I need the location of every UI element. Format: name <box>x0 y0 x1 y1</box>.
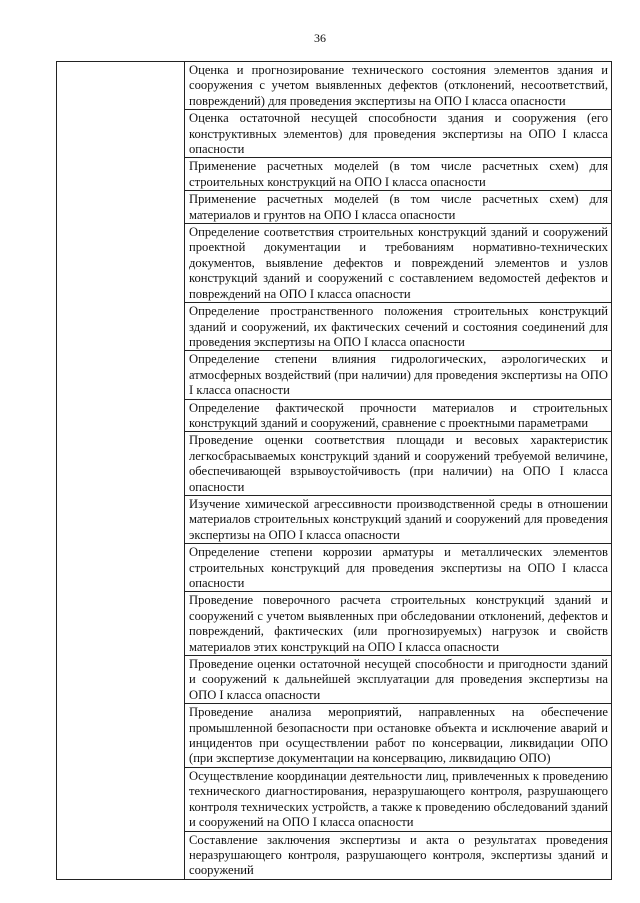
competency-table <box>56 61 612 880</box>
table-cell <box>185 656 612 704</box>
table-cell <box>185 399 612 432</box>
table-cell <box>185 432 612 496</box>
table-cell <box>185 592 612 656</box>
cell-text: Оценка и прогнозирование технического состояния элементов здания и сооружения с учетом выявленных дефектов (отклонений, несоответствий, повреждений) для проведения экспертизы на ОПО I класса опасности <box>189 63 608 108</box>
table-cell <box>185 158 612 191</box>
table-cell <box>185 704 612 768</box>
table-cell <box>185 110 612 158</box>
cell-text: Проведение поверочного расчета строительных конструкций зданий и сооружений с учетом выявленных при обследовании отклонений, дефектов и повреждений, фактических (или прогнозируемых) нагрузок и свойств материалов этих конструкций на ОПО I класса опасности <box>189 593 608 654</box>
cell-text: Проведение оценки соответствия площади и весовых характеристик легкосбрасываемых конструкций зданий и сооружений требуемой величине, обеспечивающей взрывоустойчивость (при наличии) на ОПО I класса опасности <box>189 433 608 494</box>
cell-text: Составление заключения экспертизы и акта о результатах проведения неразрушающего контроля, разрушающего контроля, экспертизы зданий и сооружений <box>189 832 608 878</box>
table-cell <box>185 495 612 543</box>
table-cell <box>185 191 612 224</box>
table-cell <box>185 544 612 592</box>
cell-text: Определение степени влияния гидрологических, аэрологических и атмосферных воздействий (при наличии) для проведения экспертизы на ОПО I класса опасности <box>189 352 608 398</box>
table-cell <box>185 351 612 399</box>
table-cell <box>185 224 612 303</box>
cell-text: Применение расчетных моделей (в том числе расчетных схем) для строительных конструкций на ОПО I класса опасности <box>189 159 608 189</box>
table-left-empty-cell <box>57 62 185 880</box>
cell-text: Проведение оценки остаточной несущей способности и пригодности зданий и сооружений к дальнейшей эксплуатации для проведения экспертизы на ОПО I класса опасности <box>189 657 608 702</box>
table-cell <box>185 767 612 831</box>
table-cell <box>185 831 612 879</box>
page-number: 36 <box>314 31 326 45</box>
cell-text: Изучение химической агрессивности производственной среды в отношении материалов строительных конструкций зданий и сооружений для проведения экспертизы на ОПО I класса опасности <box>189 496 608 542</box>
cell-text: Определение степени коррозии арматуры и металлических элементов строительных конструкций для проведения экспертизы на ОПО I класса опасности <box>189 545 608 590</box>
table-cell <box>185 62 612 110</box>
table-row <box>57 62 612 110</box>
cell-text: Проведение анализа мероприятий, направленных на обеспечение промышленной безопасности при остановке объекта и исключение аварий и инцидентов при осуществлении работ по консервации, ликвидации ОПО (при экспертизе документации на консервацию, ликвидацию ОПО) <box>189 705 608 766</box>
cell-text: Определение фактической прочности материалов и строительных конструкций зданий и сооружений, сравнение с проектными параметрами <box>189 400 608 430</box>
table-cell <box>185 303 612 351</box>
cell-text: Применение расчетных моделей (в том числе расчетных схем) для материалов и грунтов на ОПО I класса опасности <box>189 192 608 222</box>
cell-text: Оценка остаточной несущей способности здания и сооружения (его конструктивных элементов) для проведения экспертизы на ОПО I класса опасности <box>189 111 608 157</box>
cell-text: Осуществление координации деятельности лиц, привлеченных к проведению технического диагностирования, неразрушающего контроля, разрушающего контроля технических устройств, а также к проведению обследований зданий и сооружений на ОПО I класса опасности <box>189 768 608 830</box>
cell-text: Определение соответствия строительных конструкций зданий и сооружений проектной документации и требованиям нормативно-технических документов, выявление дефектов и повреждений элементов и узлов конструкций зданий и сооружений с составлением ведомостей дефектов и повреждений на ОПО I класса опасности <box>189 225 608 301</box>
cell-text: Определение пространственного положения строительных конструкций зданий и сооружений, их фактических сечений и состояния соединений для проведения экспертизы на ОПО I класса опасности <box>189 304 608 349</box>
